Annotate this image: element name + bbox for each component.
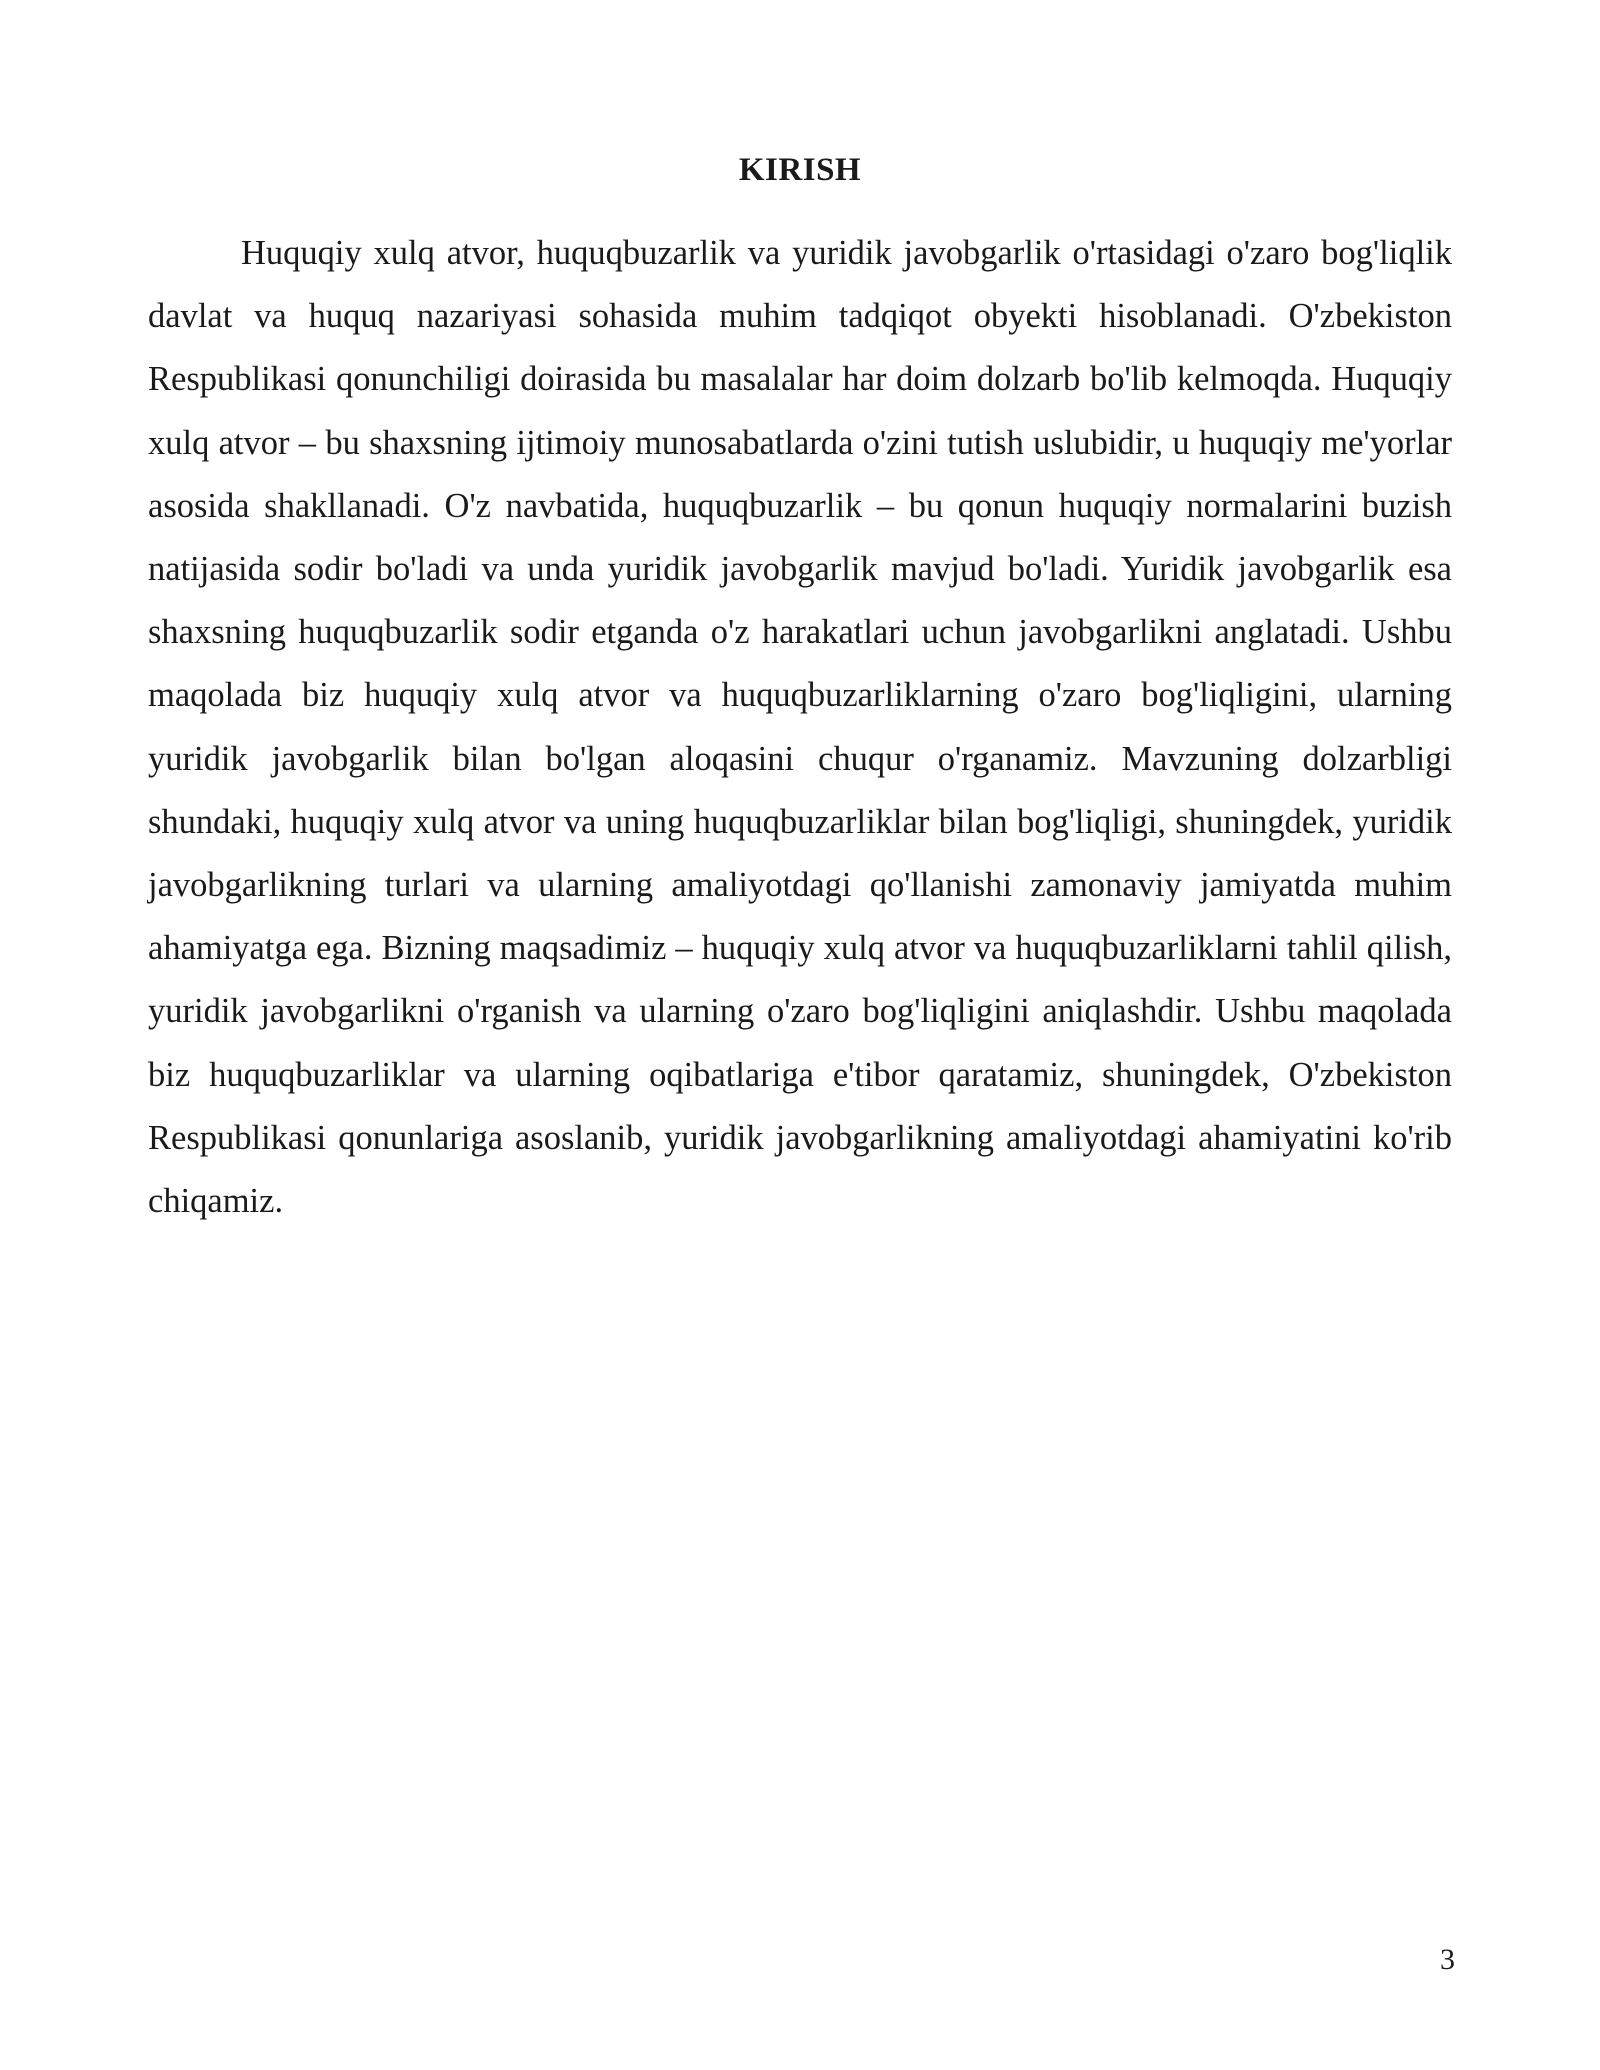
section-heading: KIRISH [738,152,862,188]
page-number: 3 [1440,1943,1455,1976]
body-paragraph: Huquqiy xulq atvor, huquqbuzarlik va yuridik javobgarlik o'rtasidagi o'zaro bog'liqlik davlat va huquq nazariyasi sohasida muhim tadqiqot obyekti hisoblanadi. O'zbekiston Respublikasi qonunchiligi doirasida bu masalalar har doim dolzarb bo'lib kelmoqda. Huquqiy xulq atvor – bu shaxsning ijtimoiy munosabatlarda o'zini tutish uslubidir, u huquqiy me'yorlar asosida shakllanadi. O'z navbatida, huquqbuzarlik – bu qonun huquqiy normalarini buzish natijasida sodir bo'ladi va unda yuridik javobgarlik mavjud bo'ladi. Yuridik javobgarlik esa shaxsning huquqbuzarlik sodir etganda o'z harakatlari uchun javobgarlikni anglatadi. Ushbu maqolada biz huquqiy xulq atvor va huquqbuzarliklarning o'zaro bog'liqligini, ularning yuridik javobgarlik bilan bo'lgan aloqasini chuqur o'rganamiz. Mavzuning dolzarbligi shundaki, huquqiy xulq atvor va uning huquqbuzarliklar bilan bog'liqligi, shuningdek, yuridik javobgarlikning turlari va ularning amaliyotdagi qo'llanishi zamonaviy jamiyatda muhim ahamiyatga ega. Bizning maqsadimiz – huquqiy xulq atvor va huquqbuzarliklarni tahlil qilish, yuridik javobgarlikni o'rganish va ularning o'zaro bog'liqligini aniqlashdir. Ushbu maqolada biz huquqbuzarliklar va ularning oqibatlariga e'tibor qaratamiz, shuningdek, O'zbekiston Respublikasi qonunlariga asoslanib, yuridik javobgarlikning amaliyotdagi ahamiyatini ko'rib chiqamiz. [148,234,1452,1221]
